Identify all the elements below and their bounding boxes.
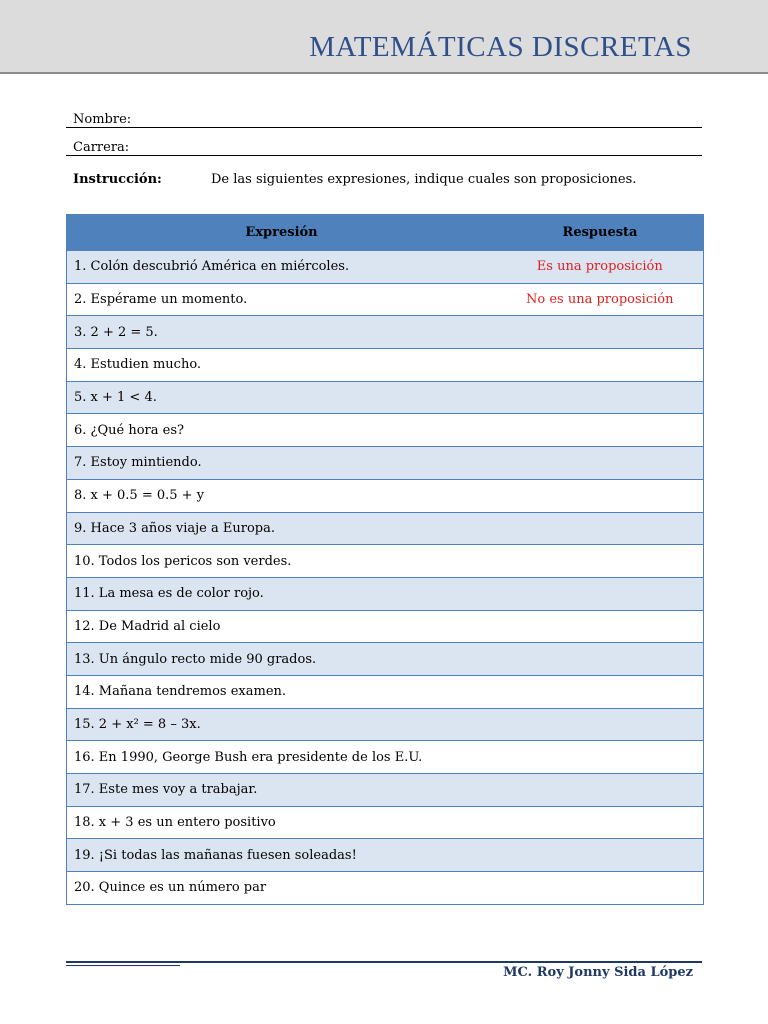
expression-cell: 8. x + 0.5 = 0.5 + y bbox=[67, 479, 497, 512]
answer-cell[interactable]: No es una proposición bbox=[497, 283, 704, 316]
table-row bbox=[67, 316, 704, 349]
expression-cell: 13. Un ángulo recto mide 90 grados. bbox=[67, 643, 497, 676]
expression-cell: 19. ¡Si todas las mañanas fuesen soleadas! bbox=[67, 839, 497, 872]
answer-cell[interactable] bbox=[497, 316, 704, 349]
answer-cell[interactable] bbox=[497, 741, 704, 774]
answer-cell[interactable] bbox=[497, 479, 704, 512]
table-row bbox=[67, 447, 704, 480]
answer-cell[interactable] bbox=[497, 512, 704, 545]
expression-cell: 4. Estudien mucho. bbox=[67, 349, 497, 382]
name-label: Nombre: bbox=[73, 112, 132, 127]
expression-column-header: Expresión bbox=[67, 215, 497, 251]
answer-cell[interactable] bbox=[497, 806, 704, 839]
answer-cell[interactable] bbox=[497, 708, 704, 741]
table-row bbox=[67, 675, 704, 708]
expression-cell: 14. Mañana tendremos examen. bbox=[67, 675, 497, 708]
footer-divider bbox=[66, 961, 702, 963]
table-row bbox=[67, 872, 704, 905]
answer-cell[interactable] bbox=[497, 872, 704, 905]
table-row bbox=[67, 545, 704, 578]
expression-cell: 12. De Madrid al cielo bbox=[67, 610, 497, 643]
table-row bbox=[67, 806, 704, 839]
footer-author: MC. Roy Jonny Sida López bbox=[503, 965, 693, 980]
table-row bbox=[67, 610, 704, 643]
career-field[interactable] bbox=[66, 138, 702, 156]
answer-cell[interactable] bbox=[497, 545, 704, 578]
page-title: MATEMÁTICAS DISCRETAS bbox=[309, 31, 692, 63]
table-row bbox=[67, 479, 704, 512]
expression-cell: 3. 2 + 2 = 5. bbox=[67, 316, 497, 349]
header-band bbox=[0, 0, 768, 74]
expression-cell: 9. Hace 3 años viaje a Europa. bbox=[67, 512, 497, 545]
expression-cell: 1. Colón descubrió América en miércoles. bbox=[67, 251, 497, 284]
expression-cell: 11. La mesa es de color rojo. bbox=[67, 577, 497, 610]
table-row bbox=[67, 774, 704, 807]
answer-cell[interactable] bbox=[497, 675, 704, 708]
answer-cell[interactable] bbox=[497, 774, 704, 807]
answer-cell[interactable] bbox=[497, 643, 704, 676]
instruction-text: De las siguientes expresiones, indique cuales son proposiciones. bbox=[211, 172, 637, 187]
table-row bbox=[67, 414, 704, 447]
table-row bbox=[67, 708, 704, 741]
career-label: Carrera: bbox=[73, 140, 130, 155]
table-header-row bbox=[67, 215, 704, 251]
expression-cell: 18. x + 3 es un entero positivo bbox=[67, 806, 497, 839]
table-row bbox=[67, 643, 704, 676]
table-row bbox=[67, 741, 704, 774]
expression-cell: 2. Espérame un momento. bbox=[67, 283, 497, 316]
table-row bbox=[67, 381, 704, 414]
table-row bbox=[67, 577, 704, 610]
expression-cell: 15. 2 + x² = 8 – 3x. bbox=[67, 708, 497, 741]
table-row bbox=[67, 283, 704, 316]
table-body bbox=[67, 251, 704, 905]
expression-cell: 20. Quince es un número par bbox=[67, 872, 497, 905]
answer-cell[interactable] bbox=[497, 414, 704, 447]
table-row bbox=[67, 839, 704, 872]
instruction-label: Instrucción: bbox=[73, 172, 162, 187]
answer-cell[interactable] bbox=[497, 610, 704, 643]
expression-cell: 10. Todos los pericos son verdes. bbox=[67, 545, 497, 578]
answer-column-header: Respuesta bbox=[497, 215, 704, 251]
table-row bbox=[67, 251, 704, 284]
answer-cell[interactable] bbox=[497, 839, 704, 872]
answer-cell[interactable] bbox=[497, 381, 704, 414]
expression-cell: 16. En 1990, George Bush era presidente de los E.U. bbox=[67, 741, 497, 774]
name-field[interactable] bbox=[66, 110, 702, 128]
expressions-table bbox=[66, 214, 704, 905]
footer-divider-accent bbox=[66, 965, 180, 966]
answer-cell[interactable]: Es una proposición bbox=[497, 251, 704, 284]
expression-cell: 17. Este mes voy a trabajar. bbox=[67, 774, 497, 807]
answer-cell[interactable] bbox=[497, 577, 704, 610]
expression-cell: 5. x + 1 < 4. bbox=[67, 381, 497, 414]
answer-cell[interactable] bbox=[497, 349, 704, 382]
table-row bbox=[67, 349, 704, 382]
expression-cell: 6. ¿Qué hora es? bbox=[67, 414, 497, 447]
table-row bbox=[67, 512, 704, 545]
answer-cell[interactable] bbox=[497, 447, 704, 480]
expression-cell: 7. Estoy mintiendo. bbox=[67, 447, 497, 480]
